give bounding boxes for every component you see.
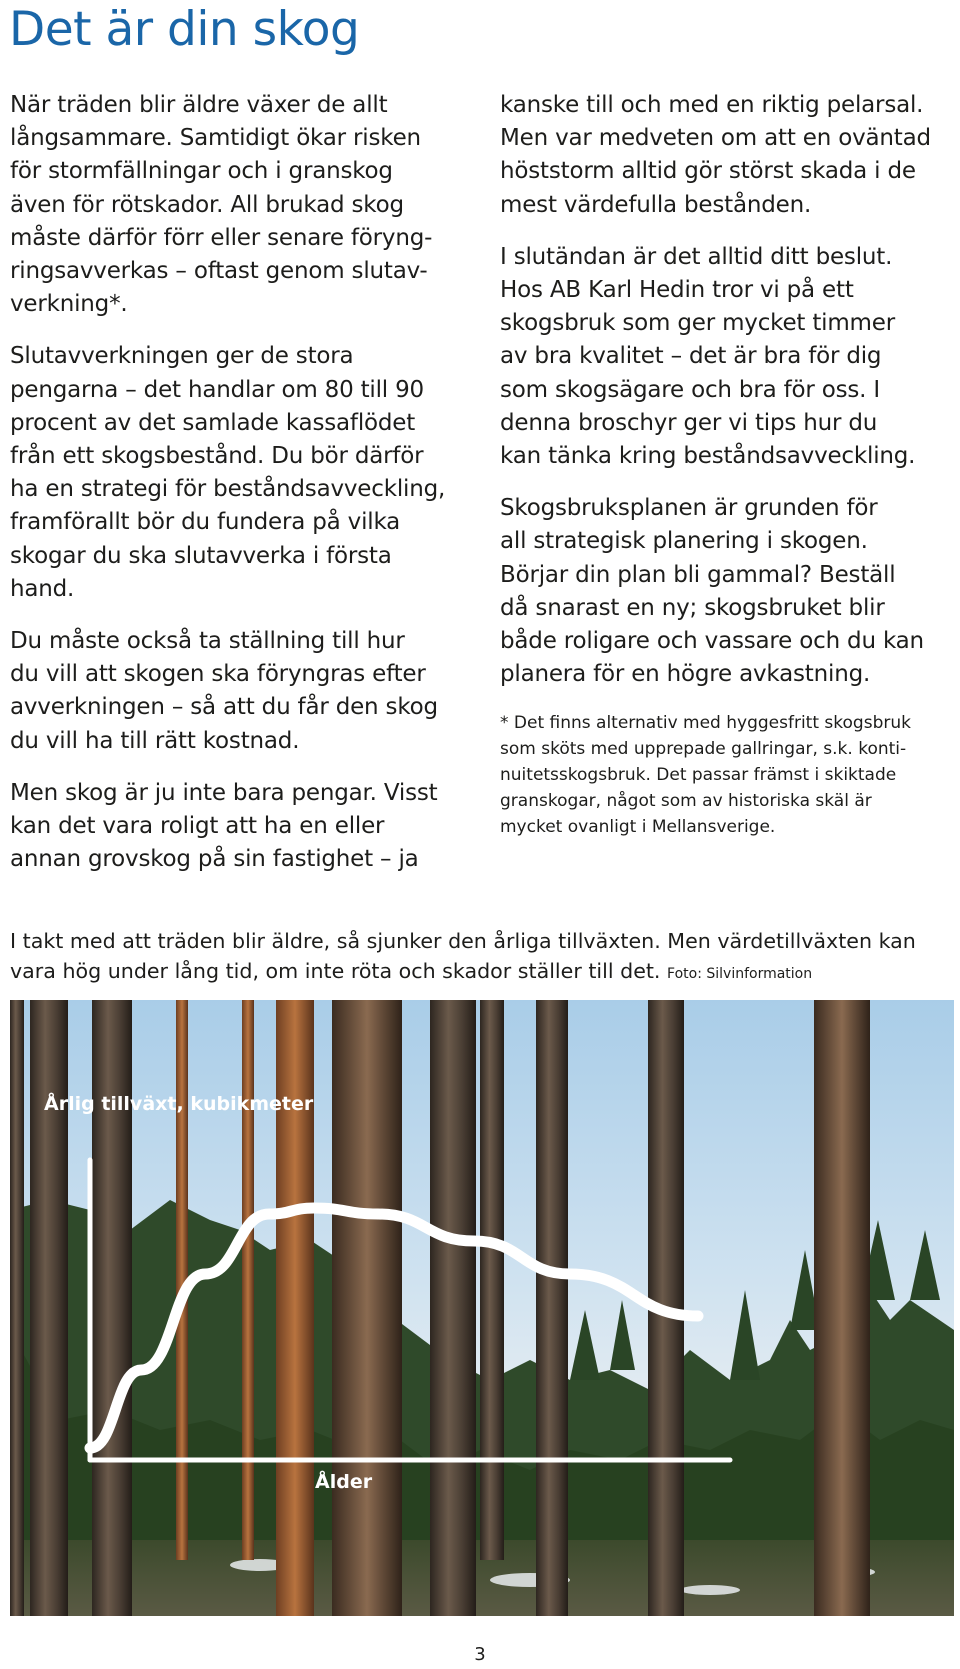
paragraph: I slutändan är det alltid ditt beslut. Hos AB Karl Hedin tror vi på ett skogsbruk som ger mycket timmer av bra kvalitet – det är bra för dig som skogsägare och bra för oss. I denna broschyr ger vi tips hur du kan tänka kring beståndsavveckling. (500, 243, 916, 470)
caption-text: I takt med att träden blir äldre, så sjunker den årliga tillväxten. Men värdetillväxten kan vara hög under lång tid, om inte röta och skador ställer till det. (10, 929, 916, 983)
page-title: Det är din skog (9, 2, 360, 57)
paragraph: Men skog är ju inte bara pengar. Visst kan det vara roligt att ha en eller annan grovskog på sin fastighet – ja (10, 779, 438, 873)
forest-photo-with-growth-chart (10, 1000, 954, 1616)
photo-caption (10, 926, 950, 989)
x-axis-label: Ålder (315, 1471, 373, 1493)
forest-photo (10, 1000, 954, 1616)
right-column (500, 89, 950, 859)
paragraph: Du måste också ta ställning till hur du vill att skogen ska föryngras efter avverkningen – så att du får den skog du vill ha till rätt kostnad. (10, 628, 438, 754)
paragraph: kanske till och med en riktig pelarsal. Men var medveten om att en oväntad höststorm alltid gör störst skada i de mest värdefulla bestånden. (500, 92, 931, 218)
paragraph: Slutavverkningen ger de stora pengarna – det handlar om 80 till 90 procent av det samlade kassaflödet från ett skogsbestånd. Du bör därför ha en strategi för beståndsavveckling, framförallt bör du fundera på vilka skogar du ska slutavverka i första hand. (10, 343, 446, 602)
left-column (10, 89, 450, 895)
paragraph: Skogsbruksplanen är grunden för all strategisk planering i skogen. Börjar din plan bli gammal? Beställ då snarast en ny; skogsbruket blir både roligare och vassare och du kan planera för en högre avkastning. (500, 495, 924, 688)
y-axis-label: Årlig tillväxt, kubikmeter (44, 1093, 314, 1115)
page-number: 3 (474, 1644, 486, 1665)
footnote: * Det finns alternativ med hyggesfritt skogsbruk som sköts med upprepade gallringar, s.k. konti- nuitetsskogsbruk. Det passar främst i skiktade granskogar, något som av historiska skäl är mycket ovanligt i Mellansverige. (500, 713, 911, 838)
photo-credit: Foto: Silvinformation (667, 966, 813, 982)
paragraph: När träden blir äldre växer de allt långsammare. Samtidigt ökar risken för stormfällningar och i granskog även för rötskador. All brukad skog måste därför förr eller senare föryng- ringsavverkas – oftast genom slutav- verkning*. (10, 92, 433, 318)
